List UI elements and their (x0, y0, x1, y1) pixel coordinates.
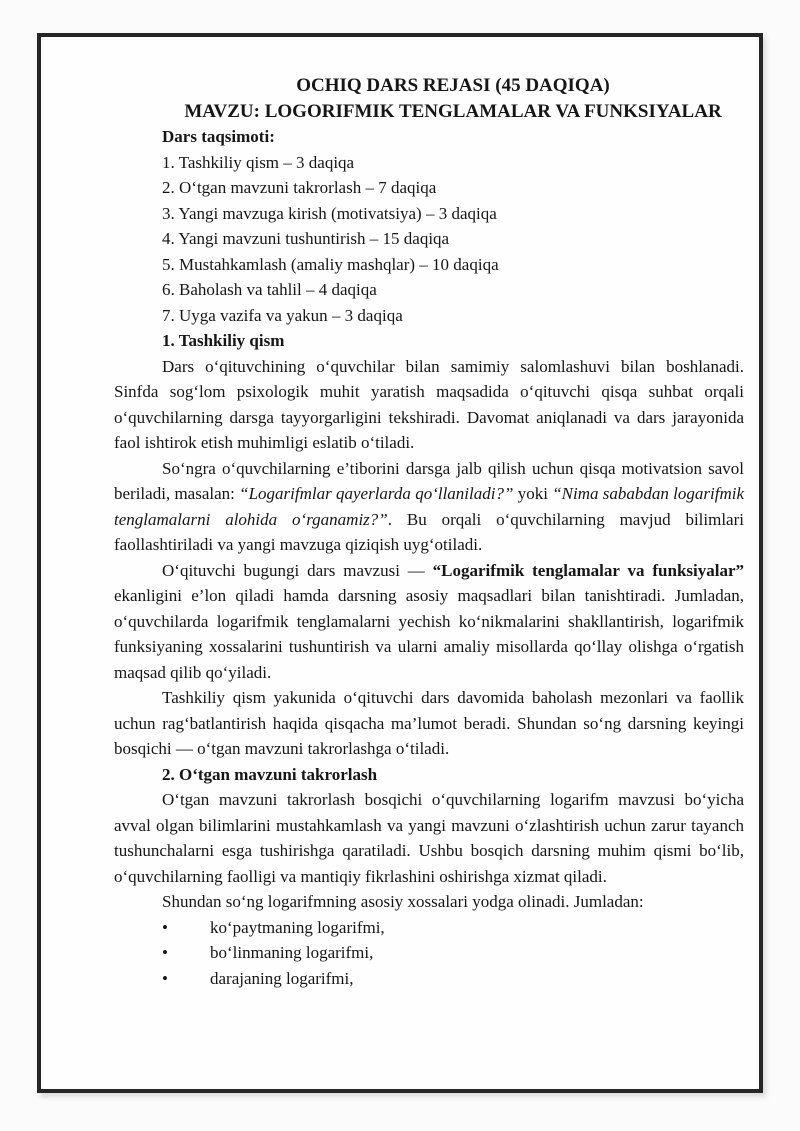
bullet-text: darajaning logarifmi, (210, 968, 354, 988)
doc-subtitle: MAVZU: LOGORIFMIK TENGLAMALAR VA FUNKSIYALAR (184, 100, 722, 122)
schedule-list (114, 150, 744, 329)
document-content (114, 73, 744, 991)
bullet-item (162, 915, 744, 941)
bullet-icon: • (162, 917, 168, 937)
section-2-heading: 2. O‘tgan mavzuni takrorlash (162, 764, 378, 784)
bullet-icon: • (162, 943, 168, 962)
bullet-item (162, 940, 744, 966)
schedule-item-6: 6. Baholash va tahlil – 4 daqiqa (162, 280, 377, 299)
doc-title: OCHIQ DARS REJASI (45 DAQIQA) (296, 75, 610, 96)
section-2-paragraph-2: Shundan so‘ng logarifmning asosiy xossalari yodga olinadi. Jumladan: (162, 892, 644, 911)
bullet-icon: • (162, 968, 168, 988)
bullet-item (162, 966, 744, 992)
section-1-paragraph-3: O‘qituvchi bugungi dars mavzusi — “Logarifmik tenglamalar va funksiyalar” ekanligini e’lon qiladi hamda darsning asosiy maqsadlari bilan tanishtiradi. Jumladan, o‘quvchilarda logarifmik tenglamalarni yechish ko‘nikmalarini shakllantirish, logarifmik funksiyaning xossalarini tushuntirish va ularni amaliy misollarda qo‘llay olishga o‘rgatish maqsad qilib qo‘yiladi. (114, 560, 745, 682)
schedule-heading: Dars taqsimoti: (162, 127, 275, 146)
schedule-item-7: 7. Uyga vazifa va yakun – 3 daqiqa (162, 305, 403, 325)
schedule-item-3: 3. Yangi mavzuga kirish (motivatsiya) – 3 daqiqa (162, 203, 497, 223)
bullet-list (114, 915, 744, 992)
section-1-paragraph-2: So‘ngra o‘quvchilarning e’tiborini darsga jalb qilish uchun qisqa motivatsion savol beriladi, masalan: “Logarifmlar qayerlarda qo‘llaniladi?” yoki “Nima sababdan logarifmik tenglamalarni alohida o‘rganamiz?”. Bu orqali o‘quvchilarning mavjud bilimlari faollashtiriladi va yangi mavzuga qiziqish uyg‘otiladi. (114, 458, 744, 554)
schedule-item-2: 2. O‘tgan mavzuni takrorlash – 7 daqiqa (162, 178, 437, 197)
bullet-text: bo‘linmaning logarifmi, (210, 943, 374, 962)
section-1-paragraph-4: Tashkiliy qism yakunida o‘qituvchi dars davomida baholash mezonlari va faollik uchun rag‘batlantirish haqida qisqacha ma’lumot beradi. Shundan so‘ng darsning keyingi bosqichi — o‘tgan mavzuni takrorlashga o‘tiladi. (114, 688, 744, 758)
section-1-heading: 1. Tashkiliy qism (162, 331, 285, 350)
section-1-paragraph-1: Dars o‘qituvchining o‘quvchilar bilan samimiy salomlashuvi bilan boshlanadi. Sinfda sog‘lom psixologik muhit yaratish maqsadida o‘qituvchi qisqa suhbat orqali o‘quvchilarning darsga tayyorgarligini tekshiradi. Davomat aniqlanadi va dars jarayonida faol ishtirok etish muhimligi eslatib o‘tiladi. (114, 356, 744, 452)
schedule-item-1: 1. Tashkiliy qism – 3 daqiqa (162, 152, 355, 172)
bullet-text: ko‘paytmaning logarifmi, (210, 917, 385, 937)
schedule-item-5: 5. Mustahkamlash (amaliy mashqlar) – 10 daqiqa (162, 254, 499, 274)
schedule-item-4: 4. Yangi mavzuni tushuntirish – 15 daqiqa (162, 229, 450, 248)
section-2-paragraph-1: O‘tgan mavzuni takrorlash bosqichi o‘quvchilarning logarifm mavzusi bo‘yicha avval olgan bilimlarini mustahkamlash va yangi mavzuni o‘zlashtirish uchun zarur tayanch tushunchalarni esga tushirishga qaratiladi. Ushbu bosqich darsning muhim qismi bo‘lib, o‘quvchilarning faolligi va mantiqiy fikrlashini oshirishga xizmat qiladi. (114, 790, 744, 886)
page-border-frame (37, 33, 763, 1093)
